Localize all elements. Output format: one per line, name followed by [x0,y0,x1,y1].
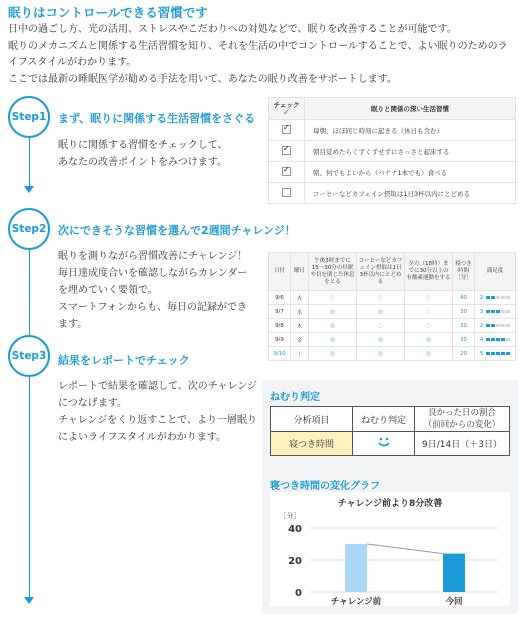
cell-habit: ◎ [309,347,357,361]
step1-desc [58,137,228,171]
satisfaction-meter [486,338,510,341]
cell-habit: ◎ [309,305,357,319]
step3-title: 結果をレポートでチェック [58,354,190,367]
cell-habit: ◎ [309,333,357,347]
y-tick-label: 40 [288,524,302,535]
cell-time: 20 [453,347,475,361]
step2-badge [8,208,50,250]
chart-title: チャレンジ前より8分改善 [337,499,443,509]
cell-date: 9/6 [269,291,291,305]
col-header-habit: 夕方（18時）までに30分以上の有酸素運動をする [405,253,453,291]
cell-habit: ○ [309,291,357,305]
habit-checkbox[interactable] [282,146,291,155]
desc-line: によいライフスタイルがわかります。 [58,432,226,443]
step-connector [29,250,30,346]
habit-checkbox[interactable] [282,167,291,176]
cell-day: 土 [291,347,309,361]
cell-habit: ◎ [357,347,405,361]
cell-habit: ◎ [309,319,357,333]
satisfaction-score: 5 [479,350,484,357]
cell-day: 火 [291,291,309,305]
cell-habit: ◎ [357,305,405,319]
step-label: Step3 [11,350,47,362]
satisfaction-meter [486,352,510,355]
cell-satisfaction [475,291,516,305]
satisfaction-meter [486,324,510,327]
table-row [269,319,516,333]
cell-habit: ○ [405,291,453,305]
habit-text: コーヒーなどカフェイン摂取は1日3杯以内にとどめる [305,183,516,204]
table-row [271,432,510,456]
cell-day: 水 [291,305,309,319]
desc-line: 眠りを測りながら習慣改善にチャレンジ！ [58,251,248,262]
cell-habit: ○ [357,291,405,305]
cell-time: 40 [453,291,475,305]
step1-badge [8,96,50,138]
chart-svg [270,492,510,606]
intro-line: イフスタイルがわかります。 [8,57,137,68]
bar [443,554,465,592]
step-label: Step1 [11,111,47,123]
cell-date: 9/7 [269,305,291,319]
col-header-time: 寝つき時間［分］ [453,253,475,291]
report-title: ねむり判定 [270,392,320,403]
satisfaction-meter [486,296,510,299]
y-tick-label: 0 [295,588,302,599]
bar [345,544,367,592]
cell-habit: ○ [357,319,405,333]
intro-text [8,22,516,88]
step3-badge [8,335,50,377]
step2-desc [58,248,247,333]
cell-satisfaction [475,347,516,361]
step-label: Step2 [11,223,47,235]
habit-col-header: 眠りと関係の深い生活習慣 [305,98,516,120]
arrow-down-icon [24,186,34,193]
step2-title: 次にできそうな習慣を選んで2週間チャレンジ！ [58,224,296,237]
col-header-habit: 午後3時までに15〜30分の昼眠や目を閉じた休息をとる [309,253,357,291]
report-item: 寝つき時間 [271,432,353,456]
cell-satisfaction [475,333,516,347]
report-panel [262,380,518,614]
col-header-date: 日付 [269,253,291,291]
habit-check-table [268,97,516,204]
satisfaction-score: 4 [479,336,484,343]
desc-line: レポートで結果を確認して、次のチャレンジ [58,381,257,392]
check-mark-icon: ✓ [282,107,291,118]
report-col-header: 良かった日の割合 （前回からの変化） [415,407,510,432]
col-header-satisfaction: 満足度 [475,253,516,291]
habit-text: 毎朝、ほぼ同じ時刻に起きる（休日も含む） [305,120,516,141]
col-header-habit: コーヒーなどカフェイン摂取は1日3杯以内にとどめる [357,253,405,291]
col-header-day: 曜日 [291,253,309,291]
chart-ylabel: ［分］ [279,512,301,520]
satisfaction-score: 2 [479,294,484,301]
step-connector [29,377,30,599]
table-row [269,141,516,162]
intro-line: ここでは最新の睡眠医学が勧める手法を用いて、あなたの眠り改善をサポートします。 [8,73,397,85]
y-tick-label: 20 [288,556,302,567]
table-row [269,291,516,305]
habit-checkbox[interactable] [282,188,291,197]
table-row [269,333,516,347]
desc-line: チャレンジをくり返すことで、より一層眠り [58,415,257,426]
check-col-header: チェック ✓ [269,98,305,120]
satisfaction-score: 3 [479,308,484,315]
cell-time: 30 [453,319,475,333]
cell-habit: ○ [405,319,453,333]
challenge-calendar-table [268,252,516,361]
cell-time: 30 [453,305,475,319]
cell-day: 金 [291,333,309,347]
report-col-header: ねむり判定 [353,407,415,432]
cell-habit: ◎ [357,333,405,347]
x-tick-label: チャレンジ前 [330,597,382,606]
cell-date: 9/10 [269,347,291,361]
habit-text: 朝、何でもよいから（バナナ1本でも）食べる [305,162,516,183]
cell-satisfaction [475,319,516,333]
arrow-down-icon [24,597,34,604]
desc-line: あなたの改善ポイントをみつけます。 [58,157,227,168]
step1-title: まず、眠りに関係する生活習慣をさぐる [58,112,256,125]
desc-line: を埋めていく要領で。 [58,285,158,296]
intro-line: 眠りのメカニズムと関係する生活習慣を知り、それを生活の中でコントロールすることで、よい眠りのためのラ [8,40,508,52]
report-col-header: 分析項目 [271,407,353,432]
cell-habit: ◎ [405,333,453,347]
habit-text: 朝目覚めたらぐずぐずせずにさっさと起床する [305,141,516,162]
step3-desc [58,378,257,446]
sleep-latency-chart [270,492,510,606]
satisfaction-meter [486,310,510,313]
smile-face-icon [353,432,415,456]
intro-line: 日中の過ごし方、光の活用、ストレスやこだわりへの対処などで、眠りを改善することが可能です。 [8,24,457,35]
table-row [269,183,516,204]
cell-day: 木 [291,319,309,333]
table-row [269,120,516,141]
desc-line: ます。 [58,319,88,330]
cell-date: 9/8 [269,319,291,333]
table-row [269,305,516,319]
trend-line [367,544,443,554]
table-row [269,162,516,183]
satisfaction-score: 2 [479,322,484,329]
graph-title: 寝つき時間の変化グラフ [270,481,380,492]
habit-checkbox[interactable] [282,125,291,134]
report-table [270,406,510,456]
cell-time: 30 [453,333,475,347]
cell-habit: ○ [405,305,453,319]
report-ratio: 9日/14日（＋3日） [415,432,510,456]
cell-date: 9/9 [269,333,291,347]
cell-satisfaction [475,305,516,319]
page-heading: 眠りはコントロールできる習慣です [8,5,208,20]
x-tick-label: 今回 [445,597,463,606]
desc-line: につなげます。 [58,398,127,409]
desc-line: 眠りに関係する習慣をチェックして、 [58,140,228,151]
table-row [269,347,516,361]
desc-line: スマートフォンからも、毎日の記録ができ [58,302,247,313]
desc-line: 毎日達成度合いを確認しながらカレンダー [58,268,248,279]
cell-habit: ◎ [405,347,453,361]
